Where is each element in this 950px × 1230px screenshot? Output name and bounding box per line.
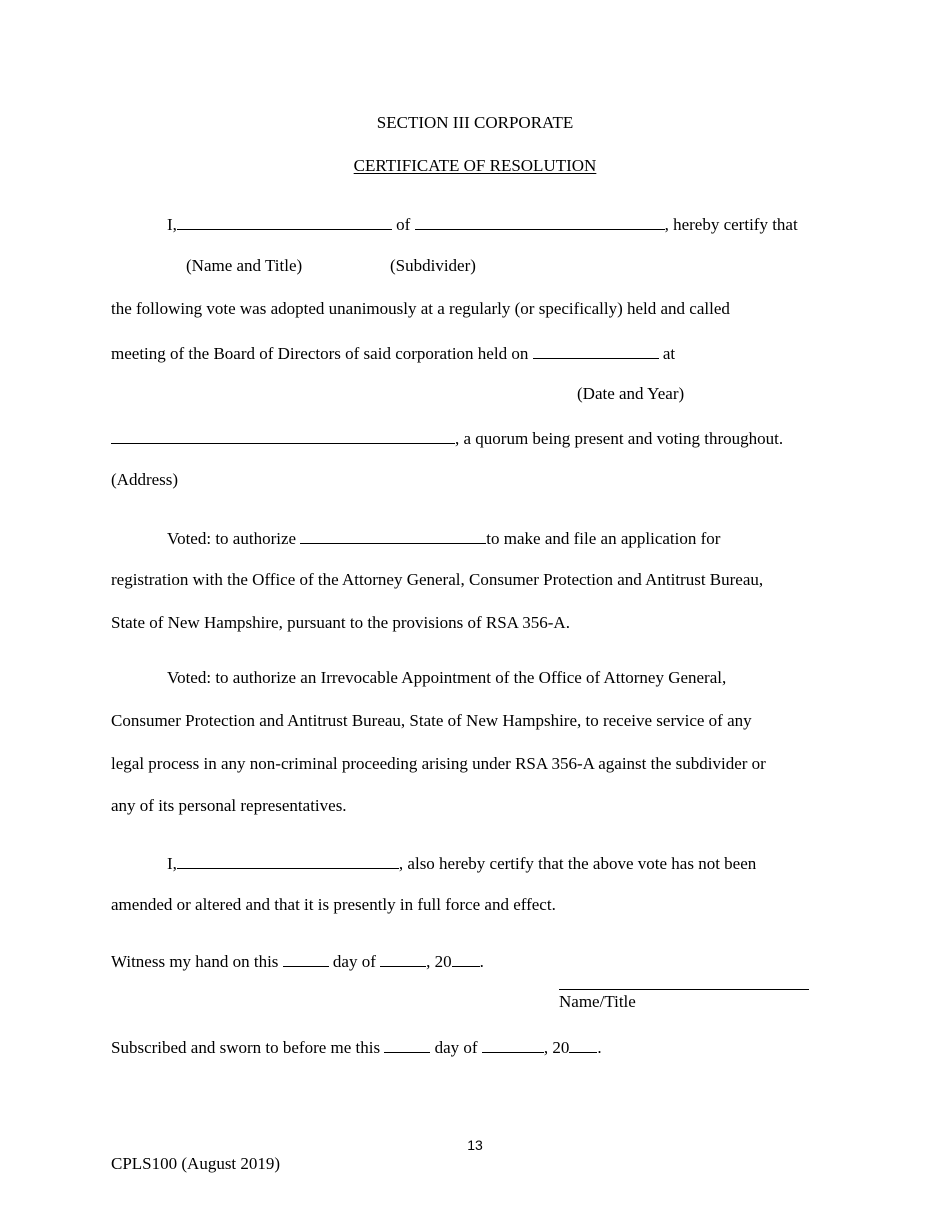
form-id: CPLS100 (August 2019) bbox=[111, 1154, 281, 1173]
date-year-blank[interactable] bbox=[533, 342, 659, 359]
body-text: the following vote was adopted unanimously at a regularly (or specifically) held and called bbox=[111, 299, 730, 318]
body-text: State of New Hampshire, pursuant to the provisions of RSA 356-A. bbox=[111, 613, 570, 632]
sworn-year-blank[interactable] bbox=[569, 1036, 597, 1053]
certifier-name-blank[interactable] bbox=[177, 852, 399, 869]
body-text: any of its personal representatives. bbox=[111, 796, 347, 815]
witness-year-blank[interactable] bbox=[452, 950, 480, 967]
page-number: 13 bbox=[467, 1137, 483, 1153]
sworn-month-blank[interactable] bbox=[482, 1036, 544, 1053]
subdivider-blank[interactable] bbox=[415, 213, 665, 230]
section-heading: SECTION III CORPORATE bbox=[376, 113, 574, 132]
name-title-blank[interactable] bbox=[177, 213, 392, 230]
name-title-label: (Name and Title) bbox=[186, 256, 303, 275]
signature-line[interactable] bbox=[559, 989, 809, 990]
witness-line: Witness my hand on this day of , 20 . bbox=[111, 952, 484, 971]
body-text: amended or altered and that it is presently in full force and effect. bbox=[111, 895, 556, 914]
date-year-label: (Date and Year) bbox=[577, 384, 685, 403]
sworn-day-blank[interactable] bbox=[384, 1036, 430, 1053]
address-label: (Address) bbox=[111, 470, 179, 489]
certify-line-2: I, , also hereby certify that the above vote has not been bbox=[167, 854, 757, 873]
body-text: Consumer Protection and Antitrust Bureau, State of New Hampshire, to receive service of any bbox=[111, 711, 752, 730]
sworn-line: Subscribed and sworn to before me this day of , 20 . bbox=[111, 1038, 602, 1057]
witness-day-blank[interactable] bbox=[283, 950, 329, 967]
body-text: legal process in any non-criminal proceeding arising under RSA 356-A against the subdivider or bbox=[111, 754, 766, 773]
signature-label: Name/Title bbox=[559, 992, 636, 1011]
document-title: CERTIFICATE OF RESOLUTION bbox=[353, 156, 597, 175]
subdivider-label: (Subdivider) bbox=[390, 256, 476, 275]
address-line: , a quorum being present and voting throughout. bbox=[111, 427, 783, 449]
body-text: registration with the Office of the Attorney General, Consumer Protection and Antitrust Bureau, bbox=[111, 570, 764, 589]
address-blank[interactable] bbox=[111, 427, 455, 444]
vote-2-line-1: Voted: to authorize an Irrevocable Appointment of the Office of Attorney General, bbox=[167, 668, 727, 687]
meeting-line: meeting of the Board of Directors of said corporation held on at bbox=[111, 344, 676, 363]
authorized-person-blank[interactable] bbox=[300, 527, 486, 544]
certify-line-1: I, of , hereby certify that bbox=[167, 215, 798, 234]
vote-1-line-1: Voted: to authorize to make and file an application for bbox=[167, 529, 721, 548]
witness-month-blank[interactable] bbox=[380, 950, 426, 967]
